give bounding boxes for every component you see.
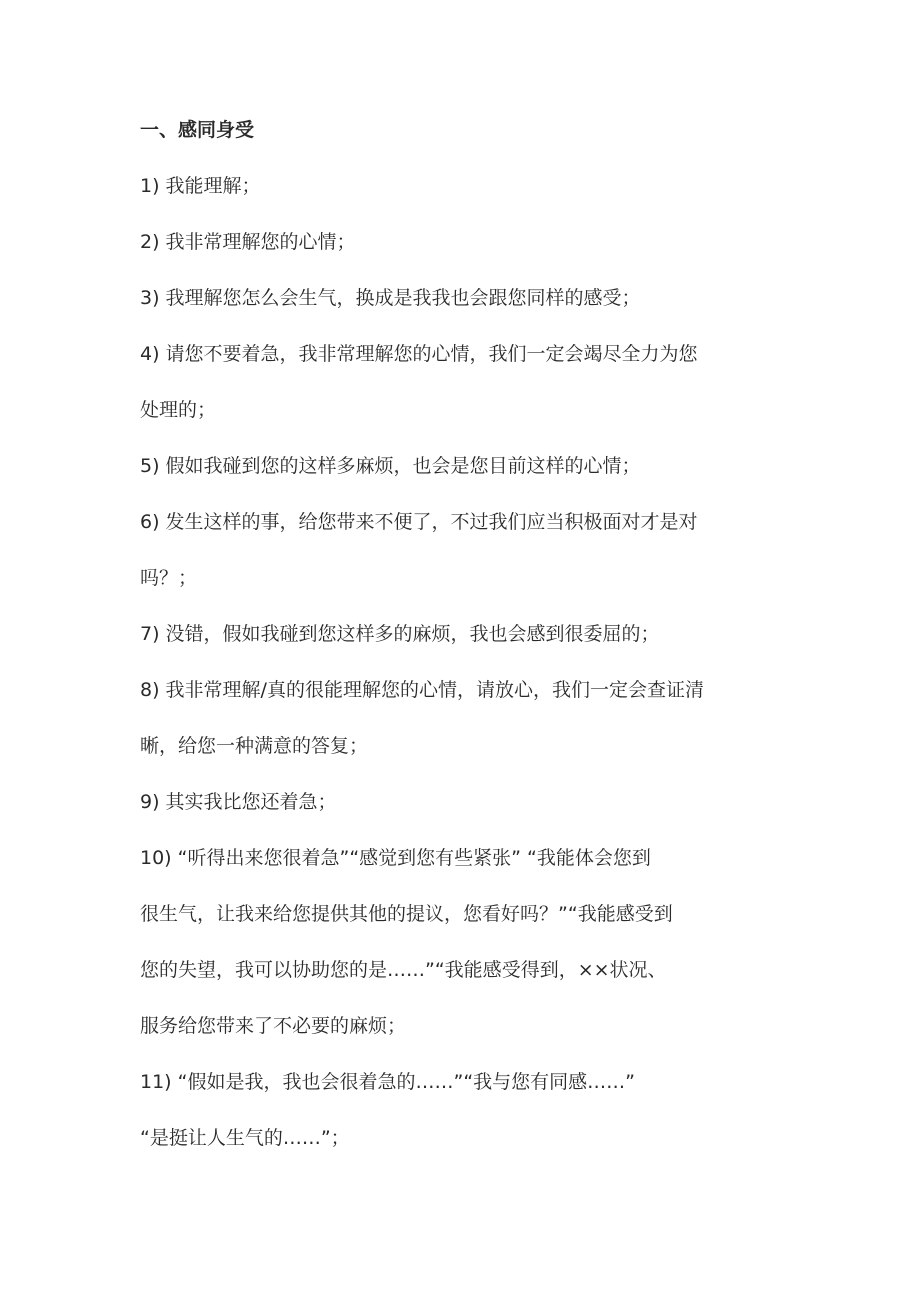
text-line-4: 4) 请您不要着急，我非常理解您的心情，我们一定会竭尽全力为您: [140, 343, 698, 365]
text-line-6: 6) 发生这样的事，给您带来不便了，不过我们应当积极面对才是对: [140, 511, 698, 533]
text-line-8-cont: 晰，给您一种满意的答复；: [140, 735, 369, 757]
text-line-1: 1) 我能理解；: [140, 175, 261, 197]
document-page: [140, 102, 780, 1166]
text-line-7: 7) 没错，假如我碰到您这样多的麻烦，我也会感到很委屈的；: [140, 623, 660, 645]
text-line-6-cont: 吗？；: [140, 567, 198, 589]
text-line-9: 9) 其实我比您还着急；: [140, 791, 337, 813]
text-line-4-cont: 处理的；: [140, 399, 217, 421]
text-line-10-cont-3: 服务给您带来了不必要的麻烦；: [140, 1015, 407, 1037]
text-line-8: 8) 我非常理解/真的很能理解您的心情，请放心，我们一定会查证清: [140, 679, 704, 701]
text-line-5: 5) 假如我碰到您的这样多麻烦，也会是您目前这样的心情；: [140, 455, 641, 477]
text-line-11: 11) “假如是我，我也会很着急的……”“我与您有同感……”: [140, 1071, 636, 1093]
section-heading: 一、感同身受: [140, 119, 255, 141]
text-line-3: 3) 我理解您怎么会生气，换成是我我也会跟您同样的感受；: [140, 287, 641, 309]
text-line-2: 2) 我非常理解您的心情；: [140, 231, 356, 253]
text-line-11-cont: “是挺让人生气的……”；: [140, 1127, 350, 1149]
text-line-10-cont-2: 您的失望，我可以协助您的是……”“我能感受得到，××状况、: [140, 959, 667, 981]
text-line-10-cont-1: 很生气，让我来给您提供其他的提议，您看好吗？”“我能感受到: [140, 903, 673, 925]
text-line-10: 10) “听得出来您很着急”“感觉到您有些紧张” “我能体会您到: [140, 847, 651, 869]
